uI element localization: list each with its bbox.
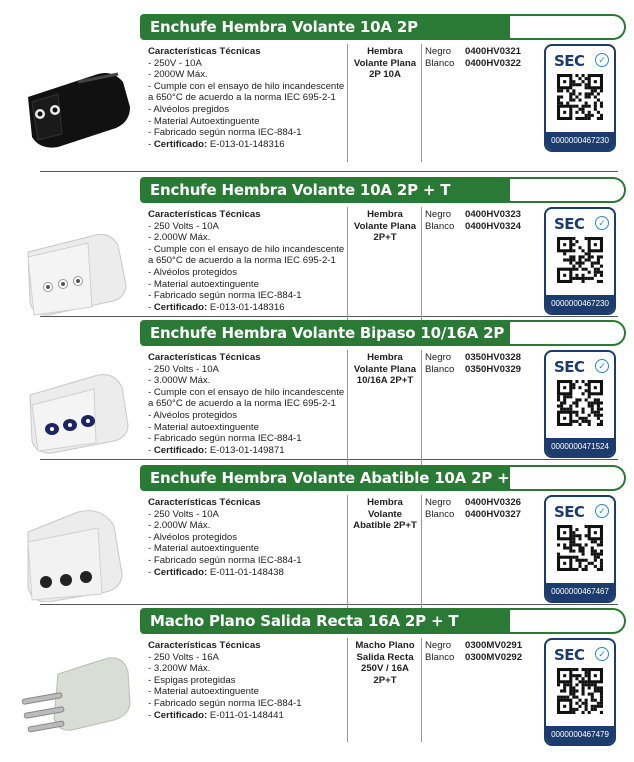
product-codes [425, 46, 535, 69]
spec-line: - Material Autoextinguente [148, 115, 260, 127]
spec-line: - Material autoextinguente [148, 421, 259, 433]
product-photo [18, 502, 136, 602]
sec-number: 0000000467467 [546, 583, 614, 601]
sec-logo: SEC [554, 215, 585, 233]
spec-line: - 3.200W Máx. [148, 663, 211, 675]
sec-logo: SEC [554, 646, 585, 664]
technical-specs [148, 497, 348, 578]
check-icon: ✓ [595, 504, 609, 518]
spec-line: - Fabricado según norma IEC-884-1 [148, 433, 302, 445]
banner-outline [498, 608, 626, 634]
product-code: 0350HV0329 [465, 363, 522, 375]
certificate-label: Certificado: [153, 138, 208, 150]
product-title-banner [140, 14, 630, 40]
spec-line: - Fabricado según norma IEC-884-1 [148, 554, 302, 566]
certificate-value: E-013-01-149871 [207, 444, 285, 456]
spec-line: - Material autoextinguente [148, 686, 259, 698]
spec-line: a 650°C de acuerdo a la norma IEC 695-2-1 [148, 92, 336, 104]
column-divider [421, 638, 422, 742]
spec-line: - 2000W Máx. [148, 69, 208, 81]
color-label: Negro [425, 209, 452, 220]
spec-line: - 250 Volts - 10A [148, 508, 219, 520]
specs-heading: Características Técnicas [148, 640, 261, 651]
technical-specs [148, 46, 348, 150]
code-row [425, 509, 535, 521]
spec-line: - Material autoextinguente [148, 278, 259, 290]
code-row [425, 352, 535, 364]
column-divider [421, 207, 422, 325]
code-row [425, 640, 535, 652]
code-row [425, 221, 535, 233]
product-codes [425, 497, 535, 520]
product-photo [18, 355, 136, 455]
spec-line: - Alvéolos protegidos [148, 409, 238, 421]
check-icon: ✓ [595, 359, 609, 373]
certificate: - Certificado: E-011-01-148438 [148, 566, 284, 578]
product-title: Enchufe Hembra Volante Abatible 10A 2P + T [150, 469, 525, 487]
sec-number: 0000000467479 [546, 726, 614, 744]
column-divider [347, 495, 348, 613]
product-codes [425, 209, 535, 232]
product-title-banner [140, 608, 630, 634]
spec-line: - 2.000W Máx. [148, 232, 211, 244]
product-title-banner [140, 465, 630, 491]
product-description: Hembra Volante Abatible 2P+T [353, 497, 417, 532]
qr-code-icon [557, 237, 603, 283]
product-title: Enchufe Hembra Volante Bipaso 10/16A 2P + T [150, 324, 537, 342]
product-section [0, 465, 634, 615]
spec-line: - Fabricado según norma IEC-884-1 [148, 290, 302, 302]
product-code: 0400HV0324 [465, 220, 522, 232]
product-description: Hembra Volante Plana 2P 10A [353, 46, 417, 81]
product-code: 0400HV0321 [465, 46, 522, 57]
specs-heading: Características Técnicas [148, 46, 261, 57]
product-code: 0400HV0322 [465, 57, 522, 69]
column-divider [347, 638, 348, 742]
column-divider [421, 44, 422, 162]
product-photo [18, 52, 136, 152]
spec-line: - 250 Volts - 10A [148, 220, 219, 232]
color-label: Negro [425, 497, 452, 508]
certificate-value: E-011-01-148441 [207, 709, 284, 721]
certificate: - Certificado: E-011-01-148441 [148, 709, 284, 721]
color-label: Blanco [425, 220, 455, 232]
spec-line: a 650°C de acuerdo a la norma IEC 695-2-1 [148, 398, 336, 410]
code-row [425, 652, 535, 664]
technical-specs [148, 209, 348, 313]
product-description: Hembra Volante Plana 2P+T [353, 209, 417, 244]
column-divider [347, 207, 348, 325]
product-code: 0300MV0291 [465, 640, 523, 651]
product-title: Enchufe Hembra Volante 10A 2P [150, 18, 418, 36]
color-label: Negro [425, 46, 452, 57]
spec-line: - Cumple con el ensayo de hilo incandescente [148, 80, 345, 92]
product-code: 0300MV0292 [465, 651, 523, 663]
sec-number: 0000000467230 [546, 132, 614, 150]
technical-specs [148, 352, 348, 456]
qr-code-icon [557, 525, 603, 571]
color-label: Negro [425, 640, 452, 651]
product-codes [425, 352, 535, 375]
product-codes [425, 640, 535, 663]
certificate: - Certificado: E-013-01-148316 [148, 138, 285, 150]
specs-heading: Características Técnicas [148, 209, 261, 220]
color-label: Blanco [425, 57, 455, 69]
spec-line: - 250V - 10A [148, 57, 202, 69]
code-row [425, 497, 535, 509]
spec-line: - 250 Volts - 10A [148, 363, 219, 375]
spec-line: - Cumple con el ensayo de hilo incandescente [148, 243, 345, 255]
certificate-value: E-013-01-148316 [207, 138, 285, 150]
spec-line: - Material autoextinguente [148, 543, 259, 555]
certificate: - Certificado: E-013-01-148316 [148, 301, 285, 313]
sec-certification-badge [544, 638, 616, 746]
sec-logo: SEC [554, 358, 585, 376]
certificate-label: Certificado: [153, 301, 208, 313]
product-photo [18, 217, 136, 317]
spec-line: - 2.000W Máx. [148, 520, 211, 532]
banner-outline [498, 177, 626, 203]
section-divider [40, 171, 618, 172]
spec-line: - Alvéolos protegidos [148, 531, 238, 543]
column-divider [421, 495, 422, 613]
check-icon: ✓ [595, 216, 609, 230]
check-icon: ✓ [595, 647, 609, 661]
sec-certification-badge [544, 207, 616, 315]
product-title: Macho Plano Salida Recta 16A 2P + T [150, 612, 459, 630]
product-title-banner [140, 320, 630, 346]
banner-outline [498, 14, 626, 40]
code-row [425, 46, 535, 58]
product-code: 0400HV0326 [465, 497, 522, 508]
product-section [0, 608, 634, 758]
certificate-value: E-013-01-148316 [207, 301, 285, 313]
sec-logo: SEC [554, 503, 585, 521]
check-icon: ✓ [595, 53, 609, 67]
product-photo [18, 644, 136, 744]
certificate-value: E-011-01-148438 [207, 566, 284, 578]
spec-line: - 3.000W Máx. [148, 375, 211, 387]
spec-line: - Fabricado según norma IEC-884-1 [148, 127, 302, 139]
column-divider [347, 350, 348, 468]
product-description: Hembra Volante Plana 10/16A 2P+T [353, 352, 417, 387]
specs-heading: Características Técnicas [148, 352, 261, 363]
spec-line: - Cumple con el ensayo de hilo incandescente [148, 386, 345, 398]
sec-certification-badge [544, 495, 616, 603]
sec-number: 0000000471524 [546, 438, 614, 456]
spec-line: - Alvéolos pregidos [148, 103, 230, 115]
color-label: Blanco [425, 363, 455, 375]
color-label: Blanco [425, 508, 455, 520]
qr-code-icon [557, 668, 603, 714]
sec-certification-badge [544, 44, 616, 152]
product-description: Macho Plano Salida Recta 250V / 16A 2P+T [355, 640, 415, 686]
spec-line: - Fabricado según norma IEC-884-1 [148, 697, 302, 709]
sec-certification-badge [544, 350, 616, 458]
technical-specs [148, 640, 348, 721]
sec-logo: SEC [554, 52, 585, 70]
qr-code-icon [557, 74, 603, 120]
product-section [0, 177, 634, 327]
qr-code-icon [557, 380, 603, 426]
certificate-label: Certificado: [153, 709, 208, 721]
spec-line: - Espigas protegidas [148, 674, 236, 686]
product-title: Enchufe Hembra Volante 10A 2P + T [150, 181, 451, 199]
certificate: - Certificado: E-013-01-149871 [148, 444, 285, 456]
certificate-label: Certificado: [153, 444, 208, 456]
product-section [0, 14, 634, 164]
code-row [425, 364, 535, 376]
code-row [425, 209, 535, 221]
color-label: Negro [425, 352, 452, 363]
product-code: 0400HV0327 [465, 508, 522, 520]
column-divider [347, 44, 348, 162]
product-section [0, 320, 634, 470]
code-row [425, 58, 535, 70]
spec-line: - 250 Volts - 16A [148, 651, 219, 663]
spec-line: a 650°C de acuerdo a la norma IEC 695-2-1 [148, 255, 336, 267]
product-code: 0400HV0323 [465, 209, 522, 220]
color-label: Blanco [425, 651, 455, 663]
product-code: 0350HV0328 [465, 352, 522, 363]
certificate-label: Certificado: [153, 566, 208, 578]
sec-number: 0000000467230 [546, 295, 614, 313]
spec-line: - Alvéolos protegidos [148, 266, 238, 278]
column-divider [421, 350, 422, 468]
specs-heading: Características Técnicas [148, 497, 261, 508]
product-title-banner [140, 177, 630, 203]
